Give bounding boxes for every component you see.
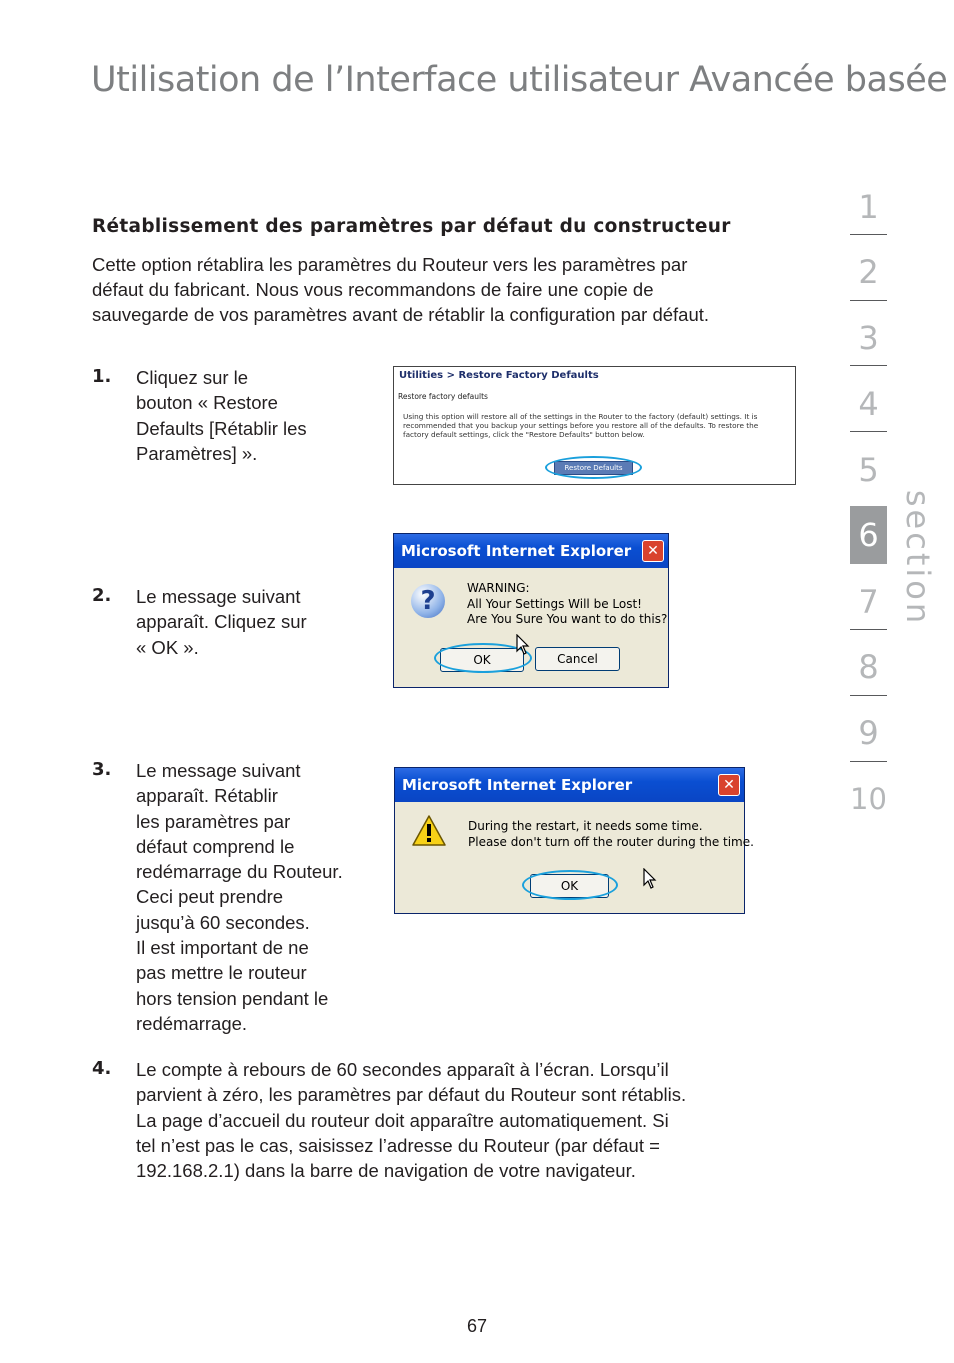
nav-divider [850,695,887,696]
section-nav-item-1[interactable]: 1 [858,188,879,226]
mouse-cursor-icon [643,868,657,895]
section-heading: Rétablissement des paramètres par défaut du constructeur [92,216,731,237]
step-line: Le message suivant [136,586,301,607]
step-line: La page d’accueil du routeur doit apparaître automatiquement. Si [136,1109,669,1131]
dialog-title: Microsoft Internet Explorer [402,776,633,794]
nav-divider [850,629,887,630]
step-line: apparaît. Rétablir [136,785,278,807]
step-line: pas mettre le routeur [136,962,307,984]
step-line: 192.168.2.1) dans la barre de navigation de votre navigateur. [136,1160,636,1182]
section-label-text: section [899,489,937,626]
ok-button[interactable]: OK [530,874,609,898]
message-line: Please don't turn off the router during the time. [468,834,754,849]
step-line: jusqu’à 60 secondes. [136,911,310,933]
close-icon[interactable]: ✕ [642,540,664,562]
step-line: Cliquez sur le [136,367,249,388]
step-line: hors tension pendant le [136,987,329,1009]
warning-icon [412,814,446,848]
section-nav-item-5[interactable]: 5 [858,451,879,489]
breadcrumb: Utilities > Restore Factory Defaults [399,370,599,381]
step-text [136,365,307,466]
message-line: Are You Sure You want to do this? [467,612,668,626]
close-icon[interactable]: ✕ [718,774,740,796]
ok-button[interactable]: OK [440,648,524,672]
page-number: 67 [466,1316,488,1336]
intro-paragraph [92,252,792,327]
step-number: 3. [92,759,112,780]
step-line: « OK ». [136,636,199,658]
cancel-button[interactable]: Cancel [535,647,620,671]
step-number: 4. [92,1058,112,1079]
dialog-title: Microsoft Internet Explorer [401,542,632,560]
step-line: tel n’est pas le cas, saisissez l’adresse du Routeur (par défaut = [136,1134,660,1156]
section-nav-item-2[interactable]: 2 [858,253,879,291]
nav-divider [850,431,887,432]
step-line: Paramètres] ». [136,442,258,464]
section-nav-item-9[interactable]: 9 [858,714,879,752]
section-label [888,489,948,626]
message-line: All Your Settings Will be Lost! [467,596,642,611]
restore-defaults-screenshot [393,366,796,485]
message-line: WARNING: [467,581,530,595]
step-line: les paramètres par [136,810,291,832]
dialog-message [467,581,667,628]
section-nav-item-6-active[interactable]: 6 [850,506,887,564]
para-line: Using this option will restore all of the settings in the Router to the factory (default) settings. It is [403,412,758,421]
nav-divider [850,365,887,366]
message-line: During the restart, it needs some time. [468,819,703,833]
highlight-ring [522,870,618,900]
step-line: Defaults [Rétablir les [136,417,307,439]
intro-line: défaut du fabricant. Nous vous recommandons de faire une copie de [92,279,654,300]
step-text [136,1057,686,1183]
step-text [136,758,343,1036]
screenshot-paragraph [403,412,783,439]
page-title: Utilisation de l’Interface utilisateur Avancée basée [91,60,948,100]
step-line: Ceci peut prendre [136,886,284,908]
screenshot-subtitle: Restore factory defaults [398,392,488,401]
step-text [136,584,307,660]
dialog-titlebar [394,534,668,568]
section-nav-item-10[interactable]: 10 [850,782,887,816]
warning-dialog [393,533,669,688]
step-line: redémarrage du Routeur. [136,861,343,883]
para-line: factory default settings, click the "Restore Defaults" button below. [403,430,645,439]
question-icon: ? [411,584,445,618]
nav-divider [850,300,887,301]
step-line: apparaît. Cliquez sur [136,611,307,633]
step-number: 2. [92,585,112,606]
section-nav-item-8[interactable]: 8 [858,648,879,686]
intro-line: sauvegarde de vos paramètres avant de rétablir la configuration par défaut. [92,304,710,325]
section-nav-item-4[interactable]: 4 [858,385,879,423]
dialog-titlebar [395,768,744,802]
mouse-cursor-icon [516,634,530,661]
para-line: recommended that you backup your settings before you restore all of the defaults. To restore the [403,421,759,430]
step-number: 1. [92,366,112,387]
section-nav-item-3[interactable]: 3 [858,319,879,357]
step-line: Il est important de ne [136,937,309,959]
step-line: Le message suivant [136,760,301,781]
nav-divider [850,761,887,762]
nav-divider [850,234,887,235]
step-line: défaut comprend le [136,835,295,857]
step-line: bouton « Restore [136,392,278,414]
restore-defaults-button[interactable]: Restore Defaults [554,461,633,475]
step-line: parvient à zéro, les paramètres par défaut du Routeur sont rétablis. [136,1084,687,1106]
restart-dialog [394,767,754,914]
step-line: Le compte à rebours de 60 secondes apparaît à l’écran. Lorsqu’il [136,1059,669,1080]
highlight-ring [545,456,642,479]
step-line: redémarrage. [136,1012,248,1034]
intro-line: Cette option rétablira les paramètres du Routeur vers les paramètres par [92,254,688,275]
section-nav-item-7[interactable]: 7 [858,583,879,621]
dialog-message [468,819,754,850]
